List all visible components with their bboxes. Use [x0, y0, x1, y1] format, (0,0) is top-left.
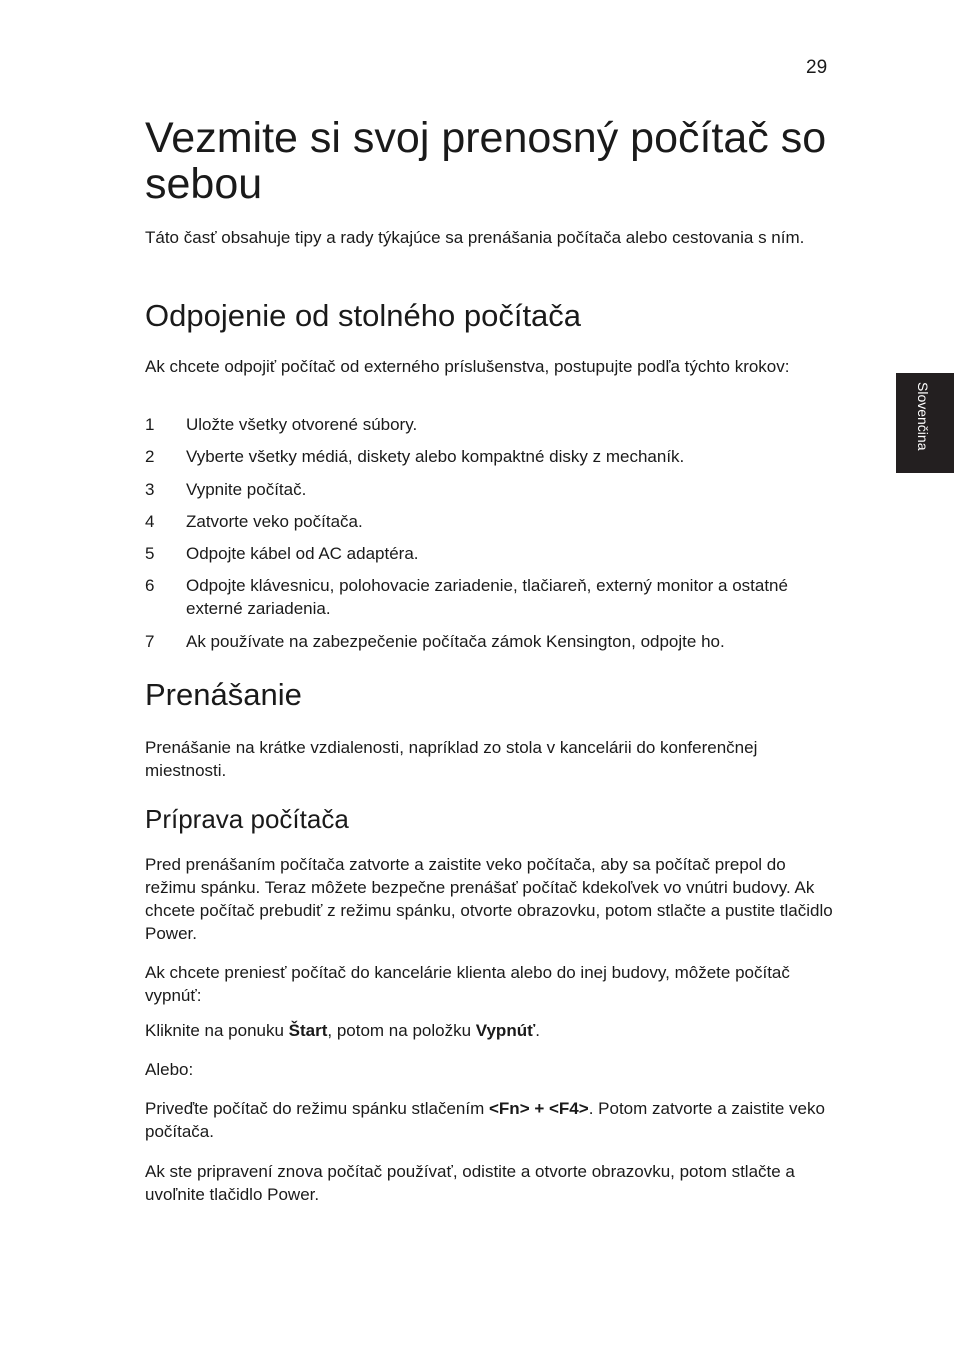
section-heading-disconnect: Odpojenie od stolného počítača: [145, 298, 582, 333]
text-run: Kliknite na ponuku: [145, 1021, 289, 1040]
list-item-text: Zatvorte veko počítača.: [186, 512, 363, 531]
text-run: Priveďte počítač do režimu spánku stlačením: [145, 1099, 489, 1118]
list-item-number: 1: [145, 415, 155, 434]
list-item-text: Vypnite počítač.: [186, 480, 307, 499]
list-item-number: 6: [145, 576, 155, 595]
preparing-paragraph-2: Ak chcete preniesť počítač do kancelárie klienta alebo do inej budovy, môžete počítač vypnúť:: [145, 963, 790, 1005]
text-run: , potom na položku: [327, 1021, 476, 1040]
list-item-number: 5: [145, 544, 155, 563]
text-run: . Potom zatvorte a zaistite veko počítača.: [145, 1099, 825, 1141]
text-run: .: [535, 1021, 540, 1040]
section-heading-moving: Prenášanie: [145, 677, 302, 712]
list-item-number: 3: [145, 480, 155, 499]
hotkey-label: <Fn> + <F4>: [489, 1099, 589, 1118]
start-menu-label: Štart: [288, 1021, 328, 1040]
list-item-text: Uložte všetky otvorené súbory.: [186, 415, 418, 434]
sleep-instruction: [145, 1097, 835, 1143]
intro-paragraph: Táto časť obsahuje tipy a rady týkajúce sa prenášania počítača alebo cestovania s ním.: [145, 228, 805, 247]
list-item-number: 4: [145, 512, 155, 531]
moving-lead: Prenášanie na krátke vzdialenosti, napríklad zo stola v kancelárii do konferenčnej miestnosti.: [145, 738, 758, 780]
disconnect-lead: Ak chcete odpojiť počítač od externého príslušenstva, postupujte podľa týchto krokov:: [145, 357, 790, 376]
language-tab-label: Slovenčina: [915, 382, 931, 451]
list-item-text: Odpojte klávesnicu, polohovacie zariadenie, tlačiareň, externý monitor a ostatné externé zariadenia.: [186, 576, 788, 618]
language-tab: [896, 373, 954, 473]
or-paragraph: Alebo:: [145, 1060, 194, 1079]
shutdown-item-label: Vypnúť: [475, 1021, 536, 1040]
list-item-text: Ak používate na zabezpečenie počítača zámok Kensington, odpojte ho.: [186, 632, 725, 651]
preparing-paragraph-1: Pred prenášaním počítača zatvorte a zaistite veko počítača, aby sa počítač prepol do režimu spánku. Teraz môžete bezpečne prenášať počítač kdekoľvek vo vnútri budovy. Ak chcete počítač prebudiť z režimu spánku, otvorte obrazovku, potom stlačte a pustite tlačidlo Power.: [145, 855, 833, 943]
list-item-number: 2: [145, 447, 155, 466]
list-item-number: 7: [145, 632, 155, 651]
list-item-text: Odpojte kábel od AC adaptéra.: [186, 544, 419, 563]
resume-paragraph: Ak ste pripravení znova počítač používať, odistite a otvorte obrazovku, potom stlačte a uvoľnite tlačidlo Power.: [145, 1162, 795, 1204]
page-title: Vezmite si svoj prenosný počítač so sebou: [145, 114, 827, 208]
page-number: 29: [806, 57, 828, 78]
subsection-heading-preparing: Príprava počítača: [145, 804, 349, 834]
shutdown-instruction: [145, 1019, 835, 1042]
list-item-text: Vyberte všetky médiá, diskety alebo kompaktné disky z mechaník.: [186, 447, 685, 466]
